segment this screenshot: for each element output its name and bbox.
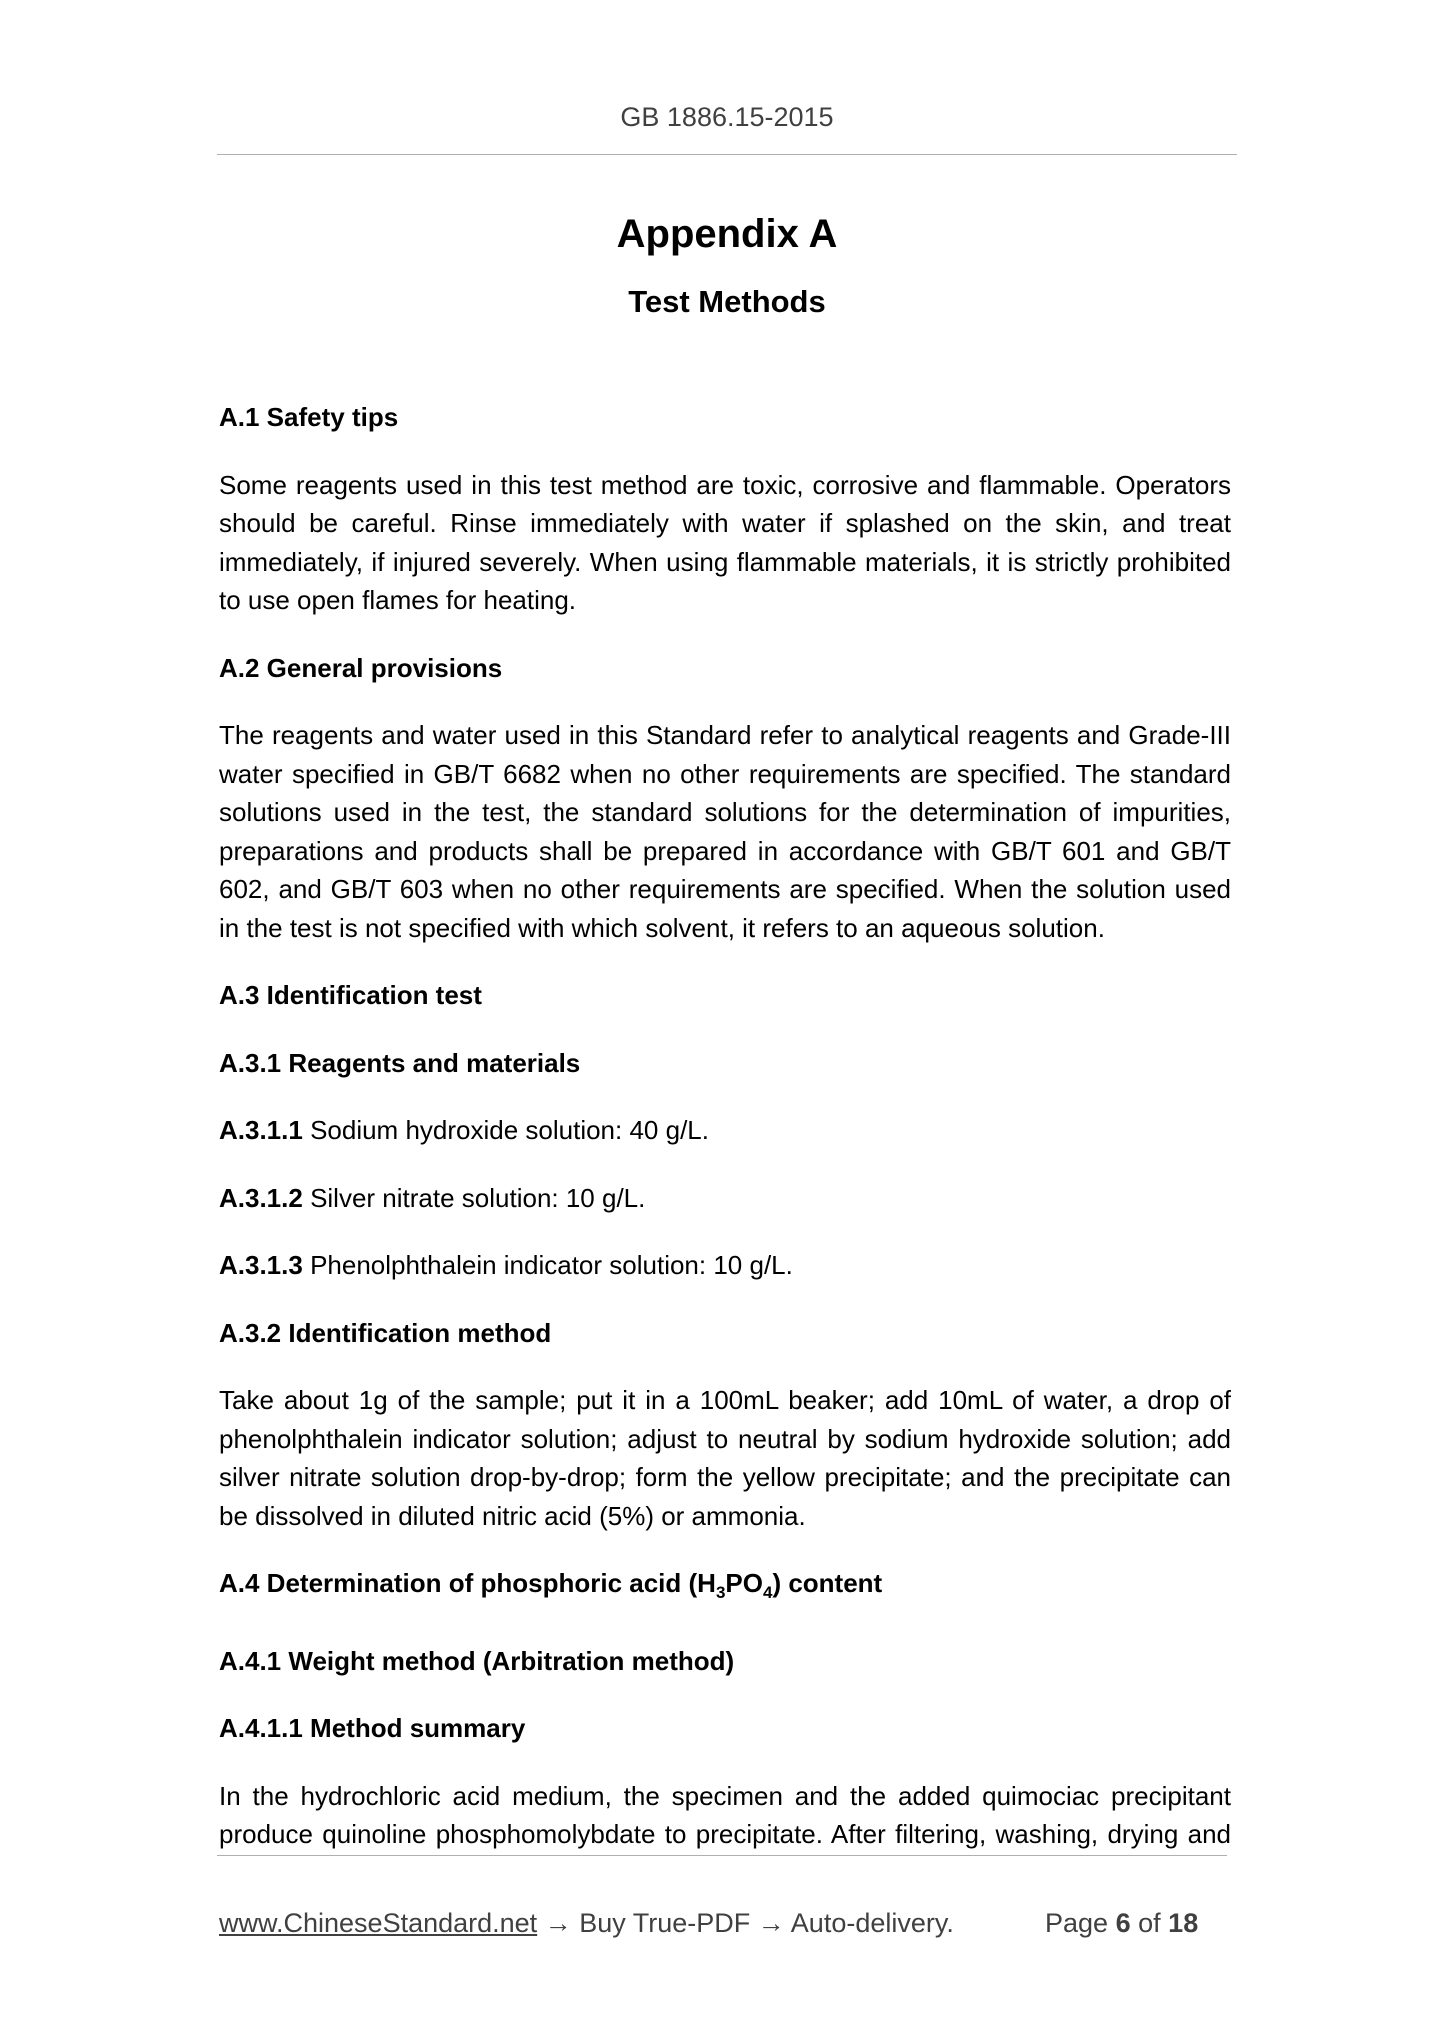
document-body — [219, 398, 1231, 1883]
paragraph-method-summary: In the hydrochloric acid medium, the specimen and the added quimociac precipitant produce quinoline phosphomolybdate to precipitate. After filtering, washing, drying and — [219, 1780, 1231, 1850]
page-total: 18 — [1168, 1908, 1199, 1938]
clause-text: Phenolphthalein indicator solution: 10 g/L. — [310, 1250, 793, 1280]
section-heading-a32: A.3.2 Identification method — [219, 1317, 552, 1348]
section-heading-a1: A.1 Safety tips — [219, 402, 399, 432]
subscript: 4 — [762, 1583, 773, 1603]
heading-text: ) content — [772, 1568, 883, 1598]
page-label: Page — [1045, 1908, 1109, 1938]
clause-number: A.3.1.2 — [219, 1182, 303, 1213]
appendix-title: Appendix A — [616, 212, 838, 256]
section-heading-a41: A.4.1 Weight method (Arbitration method) — [219, 1645, 735, 1676]
footer-promo — [219, 1908, 954, 1939]
section-heading-a411: A.4.1.1 Method summary — [219, 1713, 526, 1744]
clause-number: A.3.1.3 — [219, 1250, 303, 1280]
website-link[interactable]: www.ChineseStandard.net — [219, 1908, 538, 1938]
paragraph-identification-method: Take about 1g of the sample; put it in a 100mL beaker; add 10mL of water, a drop of phenolphthalein indicator solution; adjust to neutral by sodium hydroxide solution; add silver nitrate solution drop-by-drop; form the yellow precipitate; and the precipitate can be dissolved in diluted nitric acid (5%) or ammonia. — [219, 1385, 1231, 1531]
section-heading-a4 — [219, 1564, 1231, 1613]
of-label: of — [1138, 1908, 1161, 1938]
clause-text: Sodium hydroxide solution: 40 g/L. — [310, 1115, 709, 1145]
heading-text: A.4 Determination of phosphoric acid (H — [219, 1568, 716, 1598]
arrow-right-icon: → — [544, 1908, 572, 1938]
clause-a313 — [219, 1246, 1231, 1285]
heading-text: PO — [725, 1568, 763, 1598]
paragraph-safety-tips: Some reagents used in this test method are toxic, corrosive and flammable. Operators should be careful. Rinse immediately with water if splashed on the skin, and treat immediately, if injured severely. When using flammable materials, it is strictly prohibited to use open flames for heating. — [219, 469, 1231, 615]
section-heading-a2: A.2 General provisions — [219, 652, 503, 683]
clause-text: Silver nitrate solution: 10 g/L. — [310, 1182, 646, 1213]
subscript: 3 — [715, 1583, 726, 1603]
paragraph-general-provisions: The reagents and water used in this Standard refer to analytical reagents and Grade-III water specified in GB/T 6682 when no other requirements are specified. The standard solutions used in the test, the standard solutions for the determination of impurities, preparations and products shall be prepared in accordance with GB/T 601 and GB/T 602, and GB/T 603 when no other requirements are specified. When the solution used in the test is not specified with which solvent, it refers to an aqueous solution. — [219, 720, 1231, 943]
page-number: 6 — [1115, 1908, 1131, 1938]
clause-number: A.3.1.1 — [219, 1115, 303, 1145]
clause-a312 — [219, 1179, 1231, 1218]
delivery-text: Auto-delivery. — [790, 1908, 954, 1938]
section-heading-a3: A.3 Identification test — [219, 980, 482, 1010]
document-id-header: GB 1886.15-2015 — [620, 102, 834, 132]
clause-a311 — [219, 1111, 1231, 1150]
page-indicator — [1045, 1908, 1198, 1939]
section-heading-a31: A.3.1 Reagents and materials — [219, 1047, 581, 1078]
buy-text: Buy True-PDF — [579, 1908, 751, 1938]
appendix-subtitle: Test Methods — [628, 284, 826, 319]
header-divider — [217, 154, 1237, 155]
footer-divider — [217, 1855, 1227, 1856]
arrow-right-icon: → — [757, 1908, 785, 1938]
